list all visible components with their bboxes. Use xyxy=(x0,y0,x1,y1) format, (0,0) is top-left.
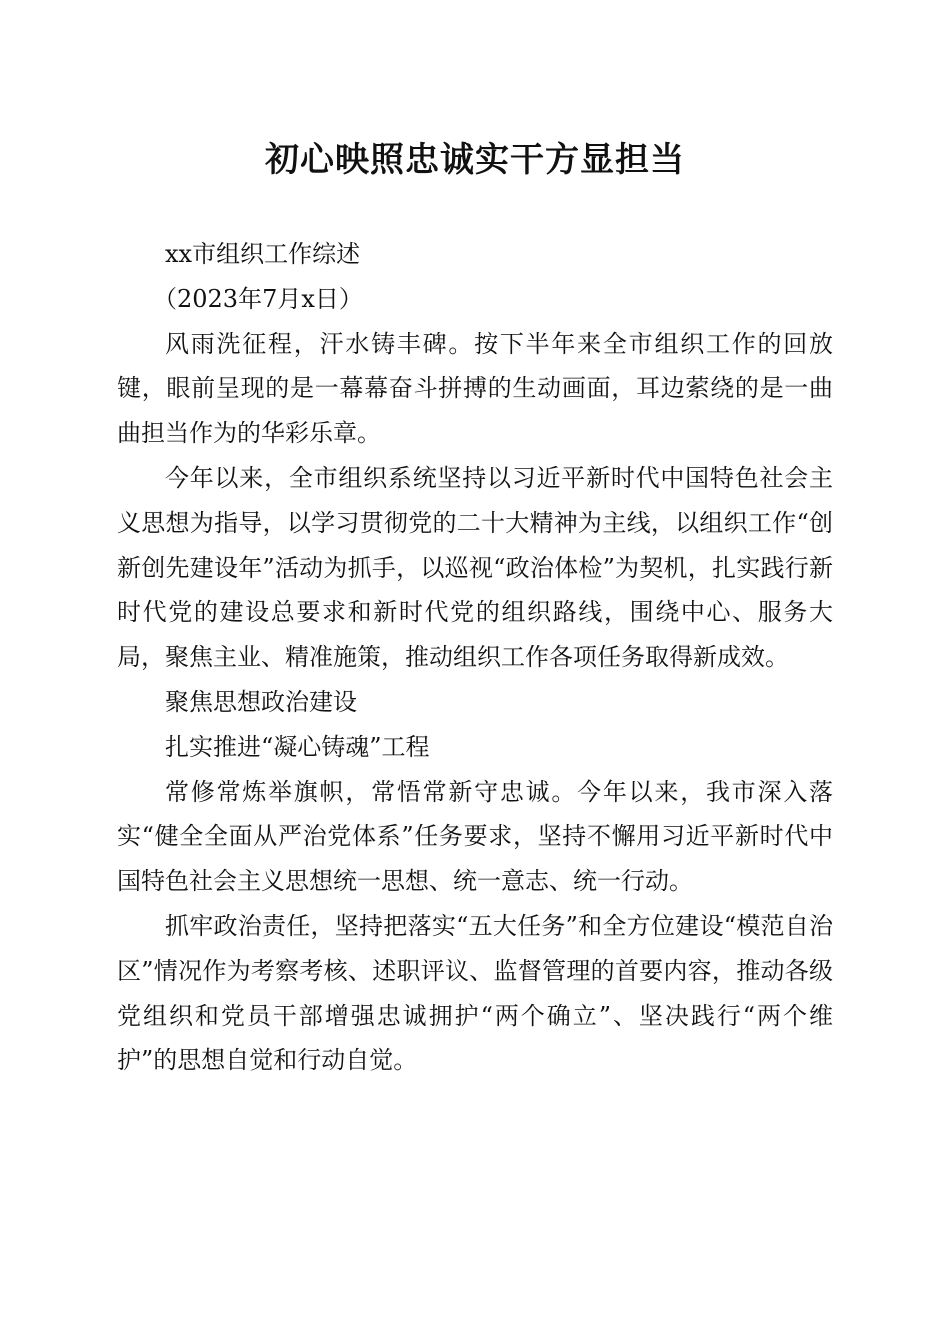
paragraph: 风雨洗征程，汗水铸丰碑。按下半年来全市组织工作的回放键，眼前呈现的是一幕幕奋斗拼搏的生动画面，耳边萦绕的是一曲曲担当作为的华彩乐章。 xyxy=(117,329,833,448)
section-heading: 聚焦思想政治建设 xyxy=(165,687,357,716)
paragraph: 今年以来，全市组织系统坚持以习近平新时代中国特色社会主义思想为指导，以学习贯彻党的二十大精神为主线，以组织工作“创新创先建设年”活动为抓手，以巡视“政治体检”为契机，扎实践行新时代党的建设总要求和新时代党的组织路线，围绕中心、服务大局，聚焦主业、精准施策，推动组织工作各项任务取得新成效。 xyxy=(117,463,833,672)
document-title: 初心映照忠诚实干方显担当 xyxy=(265,140,685,180)
section-subheading: 扎实推进“凝心铸魂”工程 xyxy=(165,732,430,761)
document-body xyxy=(117,232,833,1083)
subtitle-line: xx市组织工作综述 xyxy=(165,240,361,268)
paragraph: 抓牢政治责任，坚持把落实“五大任务”和全方位建设“模范自治区”情况作为考察考核、述职评议、监督管理的首要内容，推动各级党组织和党员干部增强忠诚拥护“两个确立”、坚决践行“两个维护”的思想自觉和行动自觉。 xyxy=(117,911,833,1075)
paragraph: 常修常炼举旗帜，常悟常新守忠诚。今年以来，我市深入落实“健全全面从严治党体系”任务要求，坚持不懈用习近平新时代中国特色社会主义思想统一思想、统一意志、统一行动。 xyxy=(117,777,833,896)
date-line: （2023年7月x日） xyxy=(153,284,363,313)
